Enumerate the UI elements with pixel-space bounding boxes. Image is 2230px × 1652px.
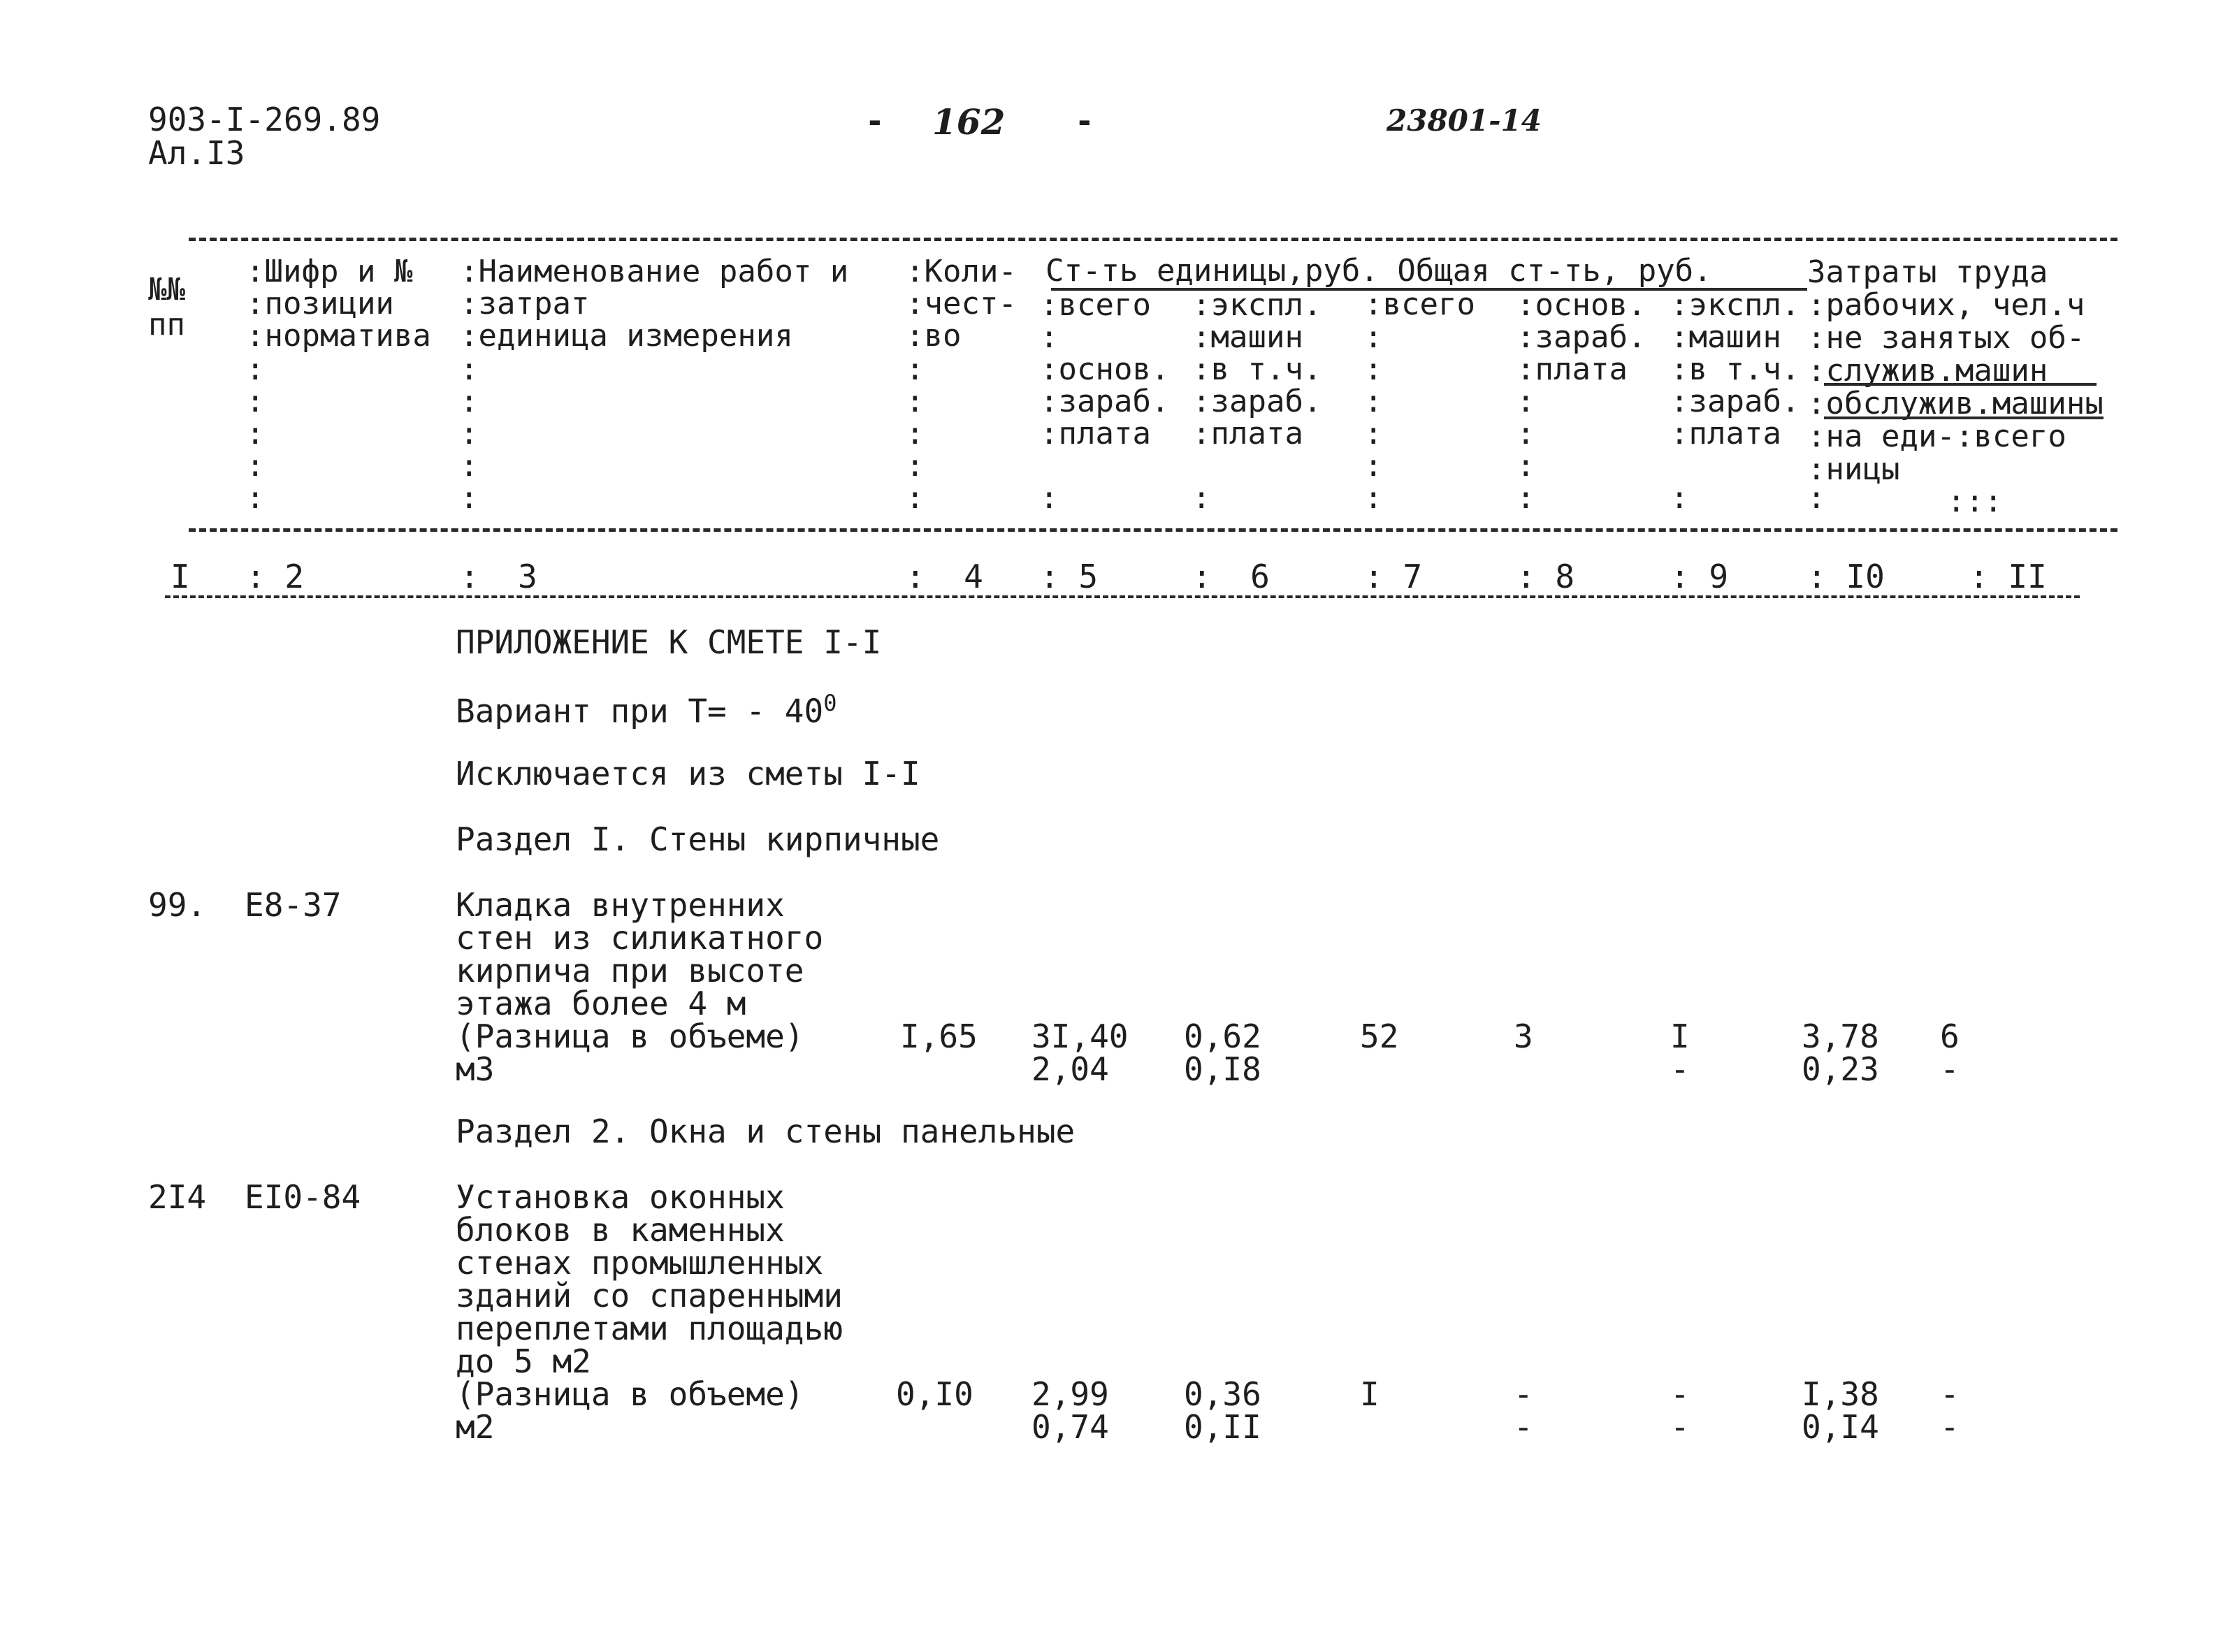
row-code: Е8-37: [245, 886, 342, 924]
row-unit-machines: 0,36 0,II: [1184, 1375, 1261, 1446]
col-header-unit-total: :всего : :основ. :зараб. :плата: [1040, 287, 1170, 451]
row-number: 2I4: [148, 1178, 207, 1216]
page-number: 162: [932, 101, 1006, 143]
variant-superscript: 0: [823, 690, 837, 716]
col-separator: :: [1040, 480, 1059, 516]
col-num-1: I: [171, 558, 190, 595]
col-num-3: : 3: [460, 558, 537, 595]
col-separator: :: [1807, 480, 1826, 516]
row-total: 52: [1360, 1017, 1399, 1055]
col-header-cost-group: Ст-ть единицы,руб. Общая ст-ть, руб.: [1045, 253, 1712, 289]
row-unit-machines: 0,62 0,I8: [1184, 1017, 1261, 1088]
row-unit-total: 2,99 0,74: [1031, 1375, 1109, 1446]
row-total-wages: 3: [1514, 1017, 1533, 1055]
row-labor-total: 6 -: [1940, 1017, 1960, 1088]
col-num-8: : 8: [1516, 558, 1575, 595]
col-header-total-wages: :основ. :зараб. :плата: [1516, 287, 1646, 387]
row-total-wages: - -: [1514, 1375, 1533, 1446]
col-separator: : : : : :: [460, 352, 479, 516]
variant-text: Вариант при Т= - 40: [456, 692, 824, 730]
col-header-unit-machines: :экспл. :машин :в т.ч. :зараб. :плата: [1192, 287, 1322, 451]
row-work-name: Установка оконных блоков в каменных стенах промышленных зданий со спаренными переплетами площадью до 5 м2 (Разница в объеме) м2: [456, 1178, 843, 1446]
section-title: Раздел 2. Окна и стены панельные: [456, 1113, 1076, 1150]
col-header-labor: Затраты труда :рабочих, чел.ч :не занятых об- :служив.машин :обслужив.машины :на еди-:всего :ницы: [1807, 254, 2104, 487]
col-num-10: : I0: [1807, 558, 1885, 595]
row-unit-total: 3I,40 2,04: [1031, 1017, 1129, 1088]
appendix-title: ПРИЛОЖЕНИЕ К СМЕТЕ I-I: [456, 623, 882, 661]
row-quantity: I,65: [900, 1017, 978, 1055]
sheet-number: Ал.I3: [148, 134, 245, 172]
document-code: 903-I-269.89: [148, 101, 381, 138]
page-dash-left: -: [865, 102, 885, 140]
header-top-rule: [189, 238, 2117, 241]
col-header-total: :всего: [1364, 287, 1475, 322]
row-labor-total: - -: [1940, 1375, 1960, 1446]
row-total-machines: - -: [1670, 1375, 1690, 1446]
col-separator: : : : : :: [246, 352, 265, 516]
col-header-number: №№ пп: [148, 272, 185, 342]
col-num-9: : 9: [1670, 558, 1729, 595]
page-dash-right: -: [1075, 102, 1094, 140]
col-header-code: :Шифр и № :позиции :норматива: [246, 254, 431, 354]
inventory-number: 23801-14: [1386, 103, 1542, 138]
header-bottom-rule: [189, 528, 2117, 532]
section-title: Раздел I. Стены кирпичные: [456, 820, 940, 858]
row-work-name: Кладка внутренних стен из силикатного кирпича при высоте этажа более 4 м (Разница в объеме) м3: [456, 886, 824, 1088]
row-labor-per-unit: I,38 0,I4: [1802, 1375, 1879, 1446]
col-header-total-machines: :экспл. :машин :в т.ч. :зараб. :плата: [1670, 287, 1800, 451]
col-separator: : : : : :: [906, 352, 925, 516]
row-number: 99.: [148, 886, 207, 924]
row-quantity: 0,I0: [896, 1375, 973, 1413]
labor-underline-1: [1824, 383, 2097, 386]
col-num-5: : 5: [1040, 558, 1099, 595]
column-number-underline: [165, 595, 2080, 598]
col-separator: : : : :: [1516, 384, 1535, 516]
col-num-6: : 6: [1192, 558, 1270, 595]
col-num-2: : 2: [246, 558, 305, 595]
variant-line: [456, 690, 837, 730]
col-num-4: : 4: [906, 558, 983, 595]
col-header-name: :Наименование работ и :затрат :единица измерения: [460, 254, 849, 354]
col-separator: :: [1192, 480, 1211, 516]
col-num-7: : 7: [1364, 558, 1423, 595]
col-header-quantity: :Коли- :чест- :во: [906, 254, 1017, 354]
col-num-11: : II: [1969, 558, 2047, 595]
excluded-note: Исключается из сметы I-I: [456, 755, 920, 792]
col-separator: :: [1670, 480, 1689, 516]
labor-underline-2: [1824, 416, 2104, 419]
col-header-end-colons: :::: [1947, 484, 2003, 519]
row-labor-per-unit: 3,78 0,23: [1802, 1017, 1879, 1088]
col-separator: : : : : : :: [1364, 319, 1383, 516]
row-code: ЕI0-84: [245, 1178, 361, 1216]
row-total: I: [1360, 1375, 1380, 1413]
row-total-machines: I -: [1670, 1017, 1690, 1088]
